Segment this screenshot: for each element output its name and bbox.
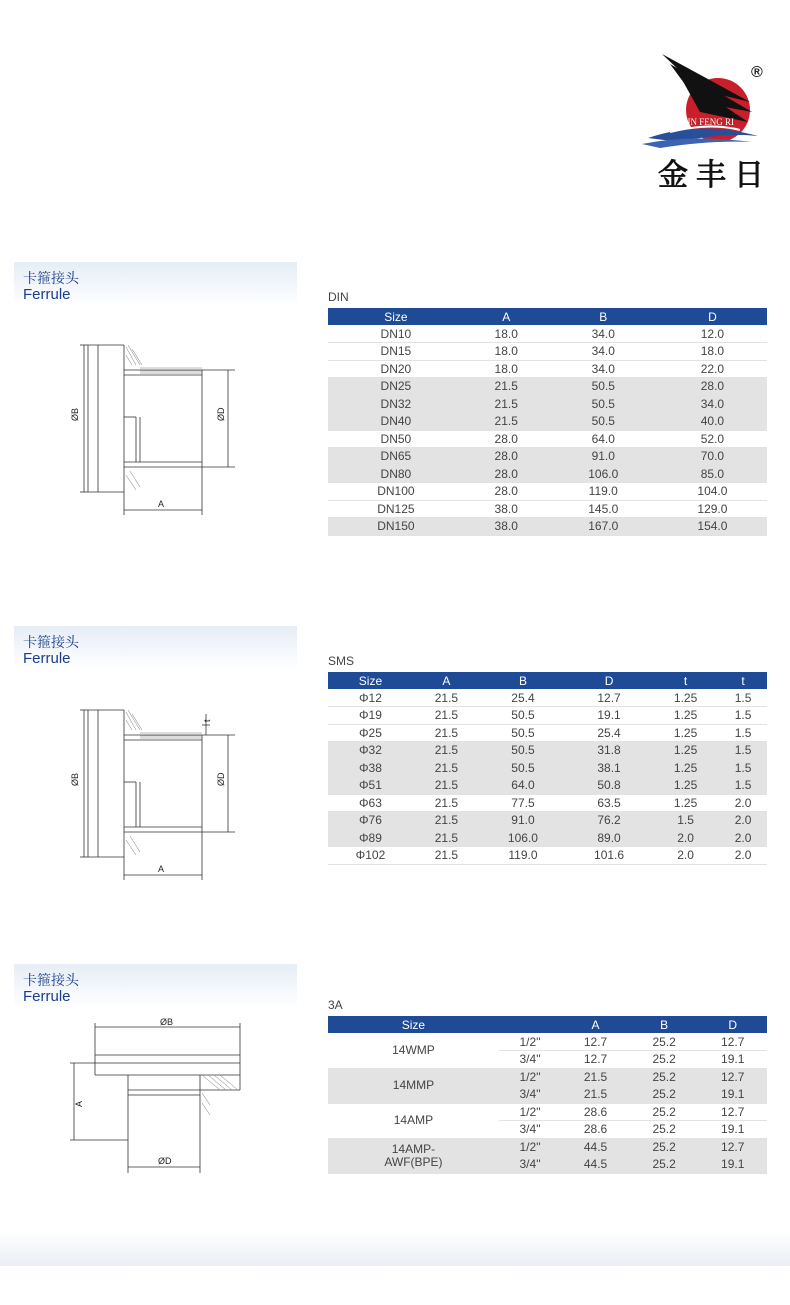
table-cell: 2.0 [719, 847, 767, 865]
label-a: A [158, 499, 165, 509]
din-spec-table [328, 308, 767, 536]
table-cell: Φ25 [328, 724, 413, 742]
size-cell: 14WMP [328, 1033, 499, 1068]
table-cell: 18.0 [464, 343, 549, 361]
ferrule-drawing-3a [60, 1015, 250, 1185]
table-cell: 77.5 [480, 794, 566, 812]
table-cell: 21.5 [464, 413, 549, 431]
table-row [328, 448, 767, 466]
table-cell: 1/2'' [499, 1103, 561, 1121]
table-cell: 25.2 [630, 1156, 699, 1174]
table-cell: 18.0 [464, 325, 549, 343]
table-cell: 3/4'' [499, 1121, 561, 1139]
table-cell: 50.5 [549, 378, 658, 396]
table-cell: 19.1 [698, 1051, 767, 1069]
table-row [328, 777, 767, 795]
table-cell: 12.7 [698, 1033, 767, 1051]
table-cell: 2.0 [719, 812, 767, 830]
column-header: D [658, 308, 767, 325]
table-cell: 21.5 [413, 759, 480, 777]
label-phi-b: ØB [70, 772, 80, 786]
table-cell: 1.25 [652, 742, 719, 760]
3a-spec-table [328, 1016, 767, 1174]
table-cell: 1.25 [652, 777, 719, 795]
table-cell: 167.0 [549, 518, 658, 536]
section-title-cn: 卡箍接头 [23, 271, 79, 287]
table-cell: 89.0 [566, 829, 652, 847]
table-row [328, 483, 767, 501]
table-cell: 154.0 [658, 518, 767, 536]
column-header [499, 1016, 561, 1033]
table-cell: 50.5 [480, 742, 566, 760]
label-a: A [158, 864, 165, 874]
table-cell: DN40 [328, 413, 464, 431]
table-cell: 50.5 [480, 724, 566, 742]
table-cell: 38.1 [566, 759, 652, 777]
column-header: D [698, 1016, 767, 1033]
table-cell: 1.5 [719, 689, 767, 707]
table-cell: 31.8 [566, 742, 652, 760]
column-header: t [719, 672, 767, 689]
table-cell: 38.0 [464, 500, 549, 518]
table-cell: 12.7 [698, 1068, 767, 1086]
table-row [328, 707, 767, 725]
table-cell: 22.0 [658, 360, 767, 378]
table-cell: 19.1 [698, 1156, 767, 1174]
table-cell: DN125 [328, 500, 464, 518]
table-cell: 28.6 [561, 1121, 630, 1139]
table-cell: DN25 [328, 378, 464, 396]
column-header: A [413, 672, 480, 689]
table-cell: 106.0 [549, 465, 658, 483]
table-cell: 145.0 [549, 500, 658, 518]
table-cell: 3/4'' [499, 1086, 561, 1104]
table-cell: 28.6 [561, 1103, 630, 1121]
size-cell: 14AMP [328, 1103, 499, 1138]
table-cell: DN150 [328, 518, 464, 536]
table-cell: 28.0 [464, 430, 549, 448]
label-a: A [74, 1100, 84, 1107]
table-row [328, 430, 767, 448]
table-cell: 3/4'' [499, 1051, 561, 1069]
table-cell: 104.0 [658, 483, 767, 501]
table-cell: 21.5 [561, 1086, 630, 1104]
table-row [328, 343, 767, 361]
table-cell: 50.5 [480, 759, 566, 777]
table-row [328, 518, 767, 536]
table-row [328, 360, 767, 378]
table-cell: 25.2 [630, 1086, 699, 1104]
table-cell: 21.5 [413, 812, 480, 830]
table-cell: 44.5 [561, 1156, 630, 1174]
table-row [328, 689, 767, 707]
column-header: B [549, 308, 658, 325]
label-phi-d: ØD [216, 407, 226, 421]
table-cell: 1.5 [719, 777, 767, 795]
table-cell: 2.0 [719, 829, 767, 847]
table-cell: DN15 [328, 343, 464, 361]
table-cell: 28.0 [464, 448, 549, 466]
table-cell: Φ76 [328, 812, 413, 830]
table-cell: 119.0 [480, 847, 566, 865]
table-cell: 38.0 [464, 518, 549, 536]
size-line: AWF(BPE) [384, 1154, 443, 1169]
table-cell: 25.4 [480, 689, 566, 707]
table-cell: 25.2 [630, 1138, 699, 1156]
sms-spec-table [328, 672, 767, 865]
table-cell: 1.5 [719, 724, 767, 742]
table-cell: 21.5 [413, 689, 480, 707]
table-cell: 119.0 [549, 483, 658, 501]
table-cell: 76.2 [566, 812, 652, 830]
ferrule-drawing-sms [70, 700, 250, 890]
table-cell: DN10 [328, 325, 464, 343]
table-cell: 50.5 [480, 707, 566, 725]
table-row [328, 724, 767, 742]
logo-text-cn: 金丰日 [658, 158, 772, 193]
table-cell: 25.2 [630, 1121, 699, 1139]
table-cell: DN65 [328, 448, 464, 466]
section-heading-sms [14, 626, 297, 670]
table-row [328, 759, 767, 777]
table-cell: 21.5 [413, 794, 480, 812]
table-cell: 1/2'' [499, 1068, 561, 1086]
table-cell: 25.2 [630, 1051, 699, 1069]
table-cell: Φ32 [328, 742, 413, 760]
table-cell: 91.0 [549, 448, 658, 466]
table-cell: 64.0 [480, 777, 566, 795]
section-title-en: Ferrule [23, 988, 71, 1005]
table-cell: 2.0 [652, 829, 719, 847]
section-heading-din [14, 262, 297, 306]
table-row [328, 325, 767, 343]
table-row [328, 395, 767, 413]
label-phi-b: ØB [160, 1017, 174, 1027]
table-cell: 21.5 [413, 742, 480, 760]
table-cell: Φ38 [328, 759, 413, 777]
table-cell: 1/2'' [499, 1138, 561, 1156]
standard-label-3a: 3A [328, 998, 343, 1012]
table-cell: 1.5 [719, 742, 767, 760]
table-cell: 64.0 [549, 430, 658, 448]
table-cell: DN50 [328, 430, 464, 448]
table-cell: 19.1 [566, 707, 652, 725]
table-cell: 1/2'' [499, 1033, 561, 1051]
table-row [328, 500, 767, 518]
table-cell: Φ63 [328, 794, 413, 812]
table-cell: 28.0 [658, 378, 767, 396]
registered-mark: ® [751, 64, 763, 81]
table-cell: 1.5 [652, 812, 719, 830]
table-cell: 12.7 [561, 1051, 630, 1069]
table-cell: 1.25 [652, 689, 719, 707]
table-cell: 2.0 [719, 794, 767, 812]
table-cell: 50.8 [566, 777, 652, 795]
table-cell: 1.25 [652, 724, 719, 742]
label-t: t [202, 719, 212, 722]
table-cell: 1.25 [652, 707, 719, 725]
table-cell: 44.5 [561, 1138, 630, 1156]
table-cell: 21.5 [413, 707, 480, 725]
table-cell: DN100 [328, 483, 464, 501]
label-phi-d: ØD [158, 1156, 172, 1166]
table-cell: 101.6 [566, 847, 652, 865]
table-cell: 28.0 [464, 465, 549, 483]
column-header: B [630, 1016, 699, 1033]
table-cell: Φ102 [328, 847, 413, 865]
table-cell: 70.0 [658, 448, 767, 466]
ferrule-drawing-din [70, 335, 250, 525]
table-cell: 21.5 [413, 724, 480, 742]
table-cell: 12.7 [698, 1103, 767, 1121]
table-cell: Φ12 [328, 689, 413, 707]
table-cell: 50.5 [549, 395, 658, 413]
column-header: A [561, 1016, 630, 1033]
column-header: D [566, 672, 652, 689]
label-phi-b: ØB [70, 407, 80, 421]
table-cell: 1.5 [719, 707, 767, 725]
column-header: Size [328, 672, 413, 689]
table-row [328, 1033, 767, 1051]
table-cell: Φ51 [328, 777, 413, 795]
table-row [328, 1068, 767, 1086]
column-header: t [652, 672, 719, 689]
table-cell: 2.0 [652, 847, 719, 865]
section-title-en: Ferrule [23, 286, 71, 303]
section-heading-3a [14, 964, 297, 1008]
table-row [328, 829, 767, 847]
table-cell: 1.5 [719, 759, 767, 777]
table-cell: 40.0 [658, 413, 767, 431]
label-phi-d: ØD [216, 772, 226, 786]
section-title-en: Ferrule [23, 650, 71, 667]
table-cell: 25.2 [630, 1068, 699, 1086]
table-cell: 21.5 [464, 395, 549, 413]
table-cell: DN80 [328, 465, 464, 483]
column-header: B [480, 672, 566, 689]
table-row [328, 1138, 767, 1156]
table-row [328, 413, 767, 431]
table-cell: 12.0 [658, 325, 767, 343]
size-cell [328, 1138, 499, 1173]
table-cell: 21.5 [464, 378, 549, 396]
table-cell: 21.5 [413, 829, 480, 847]
table-row [328, 378, 767, 396]
table-cell: 12.7 [561, 1033, 630, 1051]
table-cell: 12.7 [566, 689, 652, 707]
table-cell: 129.0 [658, 500, 767, 518]
brand-logo [640, 50, 780, 195]
logo-text-en: JIN FENG RI [684, 117, 735, 127]
table-cell: 12.7 [698, 1138, 767, 1156]
table-cell: 63.5 [566, 794, 652, 812]
standard-label-sms: SMS [328, 654, 355, 668]
table-cell: 34.0 [549, 343, 658, 361]
size-cell: 14MMP [328, 1068, 499, 1103]
column-header: Size [328, 308, 464, 325]
table-row [328, 812, 767, 830]
table-cell: 52.0 [658, 430, 767, 448]
table-cell: 21.5 [413, 777, 480, 795]
section-title-cn: 卡箍接头 [23, 973, 79, 989]
table-cell: 3/4'' [499, 1156, 561, 1174]
table-cell: 25.4 [566, 724, 652, 742]
table-cell: 1.25 [652, 759, 719, 777]
table-cell: 34.0 [549, 360, 658, 378]
table-cell: 19.1 [698, 1086, 767, 1104]
column-header: A [464, 308, 549, 325]
table-cell: 85.0 [658, 465, 767, 483]
table-row [328, 465, 767, 483]
table-cell: 1.25 [652, 794, 719, 812]
table-cell: 18.0 [658, 343, 767, 361]
table-cell: 21.5 [561, 1068, 630, 1086]
table-row [328, 794, 767, 812]
footer-band [0, 1230, 790, 1266]
table-cell: DN20 [328, 360, 464, 378]
table-cell: 91.0 [480, 812, 566, 830]
standard-label-din: DIN [328, 290, 349, 304]
table-row [328, 847, 767, 865]
table-cell: 21.5 [413, 847, 480, 865]
table-cell: DN32 [328, 395, 464, 413]
table-cell: 19.1 [698, 1121, 767, 1139]
table-cell: 25.2 [630, 1033, 699, 1051]
table-cell: 25.2 [630, 1103, 699, 1121]
table-cell: 34.0 [549, 325, 658, 343]
table-cell: 106.0 [480, 829, 566, 847]
table-cell: 50.5 [549, 413, 658, 431]
section-title-cn: 卡箍接头 [23, 635, 79, 651]
table-row [328, 1103, 767, 1121]
column-header: Size [328, 1016, 499, 1033]
table-cell: 18.0 [464, 360, 549, 378]
table-cell: Φ89 [328, 829, 413, 847]
table-cell: 28.0 [464, 483, 549, 501]
size-line: 14AMP- [391, 1141, 436, 1156]
table-row [328, 742, 767, 760]
table-cell: 34.0 [658, 395, 767, 413]
table-cell: Φ19 [328, 707, 413, 725]
